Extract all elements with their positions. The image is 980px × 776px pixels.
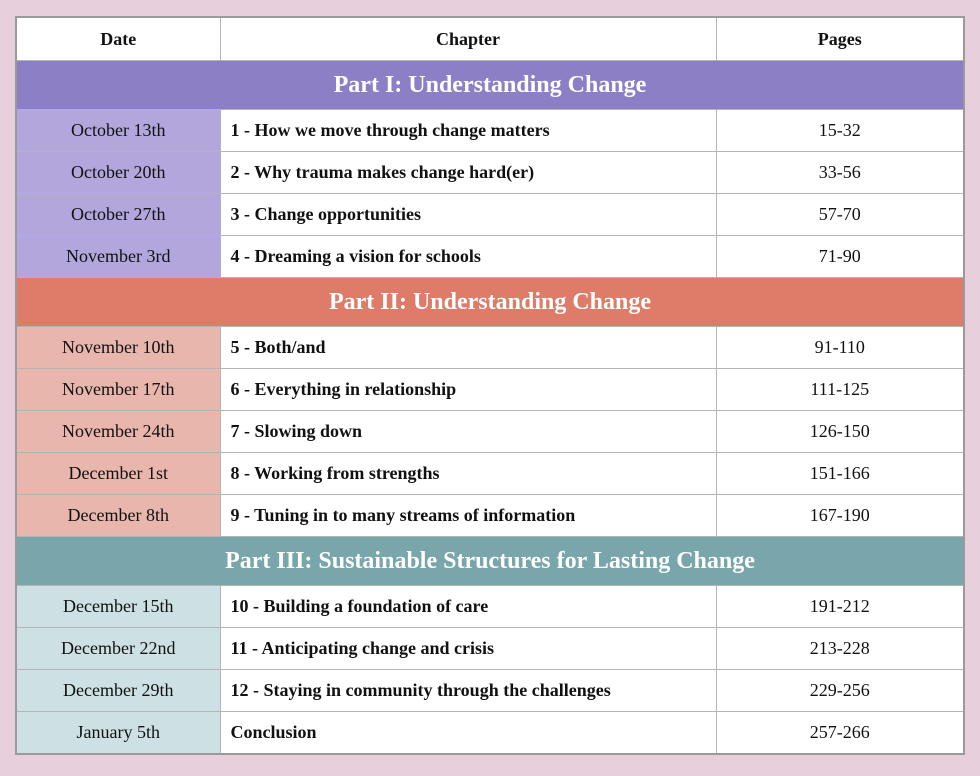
date-cell: December 22nd xyxy=(16,628,220,670)
date-column-header: Date xyxy=(16,17,220,61)
table-row xyxy=(16,712,964,755)
part-header-row xyxy=(16,61,964,110)
table-row xyxy=(16,327,964,369)
pages-cell: 57-70 xyxy=(716,194,964,236)
table-row xyxy=(16,110,964,152)
chapter-cell: 1 - How we move through change matters xyxy=(220,110,716,152)
chapter-cell: 3 - Change opportunities xyxy=(220,194,716,236)
table-row xyxy=(16,236,964,278)
chapter-cell: 8 - Working from strengths xyxy=(220,453,716,495)
table-row xyxy=(16,453,964,495)
pages-cell: 111-125 xyxy=(716,369,964,411)
pages-cell: 126-150 xyxy=(716,411,964,453)
table-row xyxy=(16,411,964,453)
table-body xyxy=(16,61,964,755)
pages-cell: 91-110 xyxy=(716,327,964,369)
chapter-cell: 2 - Why trauma makes change hard(er) xyxy=(220,152,716,194)
chapter-cell: 12 - Staying in community through the challenges xyxy=(220,670,716,712)
date-cell: December 29th xyxy=(16,670,220,712)
date-cell: November 3rd xyxy=(16,236,220,278)
table-row xyxy=(16,628,964,670)
pages-cell: 229-256 xyxy=(716,670,964,712)
table-row xyxy=(16,495,964,537)
pages-column-header: Pages xyxy=(716,17,964,61)
part-title: Part III: Sustainable Structures for Lasting Change xyxy=(16,537,964,586)
chapter-cell: 10 - Building a foundation of care xyxy=(220,586,716,628)
table-row xyxy=(16,152,964,194)
date-cell: October 20th xyxy=(16,152,220,194)
table-row xyxy=(16,586,964,628)
chapter-cell: 9 - Tuning in to many streams of information xyxy=(220,495,716,537)
date-cell: December 1st xyxy=(16,453,220,495)
chapter-cell: 5 - Both/and xyxy=(220,327,716,369)
pages-cell: 71-90 xyxy=(716,236,964,278)
date-cell: December 15th xyxy=(16,586,220,628)
table-header xyxy=(16,17,964,61)
chapter-column-header: Chapter xyxy=(220,17,716,61)
pages-cell: 213-228 xyxy=(716,628,964,670)
pages-cell: 33-56 xyxy=(716,152,964,194)
date-cell: December 8th xyxy=(16,495,220,537)
pages-cell: 191-212 xyxy=(716,586,964,628)
date-cell: January 5th xyxy=(16,712,220,755)
pages-cell: 257-266 xyxy=(716,712,964,755)
header-row xyxy=(16,17,964,61)
table-row xyxy=(16,670,964,712)
part-header-row xyxy=(16,537,964,586)
pages-cell: 151-166 xyxy=(716,453,964,495)
chapter-cell: 4 - Dreaming a vision for schools xyxy=(220,236,716,278)
date-cell: November 10th xyxy=(16,327,220,369)
chapter-cell: 7 - Slowing down xyxy=(220,411,716,453)
reading-schedule-table xyxy=(15,16,965,755)
part-title: Part II: Understanding Change xyxy=(16,278,964,327)
date-cell: October 13th xyxy=(16,110,220,152)
date-cell: November 17th xyxy=(16,369,220,411)
chapter-cell: 6 - Everything in relationship xyxy=(220,369,716,411)
pages-cell: 15-32 xyxy=(716,110,964,152)
pages-cell: 167-190 xyxy=(716,495,964,537)
table-row xyxy=(16,369,964,411)
chapter-cell: Conclusion xyxy=(220,712,716,755)
table-row xyxy=(16,194,964,236)
chapter-cell: 11 - Anticipating change and crisis xyxy=(220,628,716,670)
part-title: Part I: Understanding Change xyxy=(16,61,964,110)
date-cell: November 24th xyxy=(16,411,220,453)
part-header-row xyxy=(16,278,964,327)
date-cell: October 27th xyxy=(16,194,220,236)
